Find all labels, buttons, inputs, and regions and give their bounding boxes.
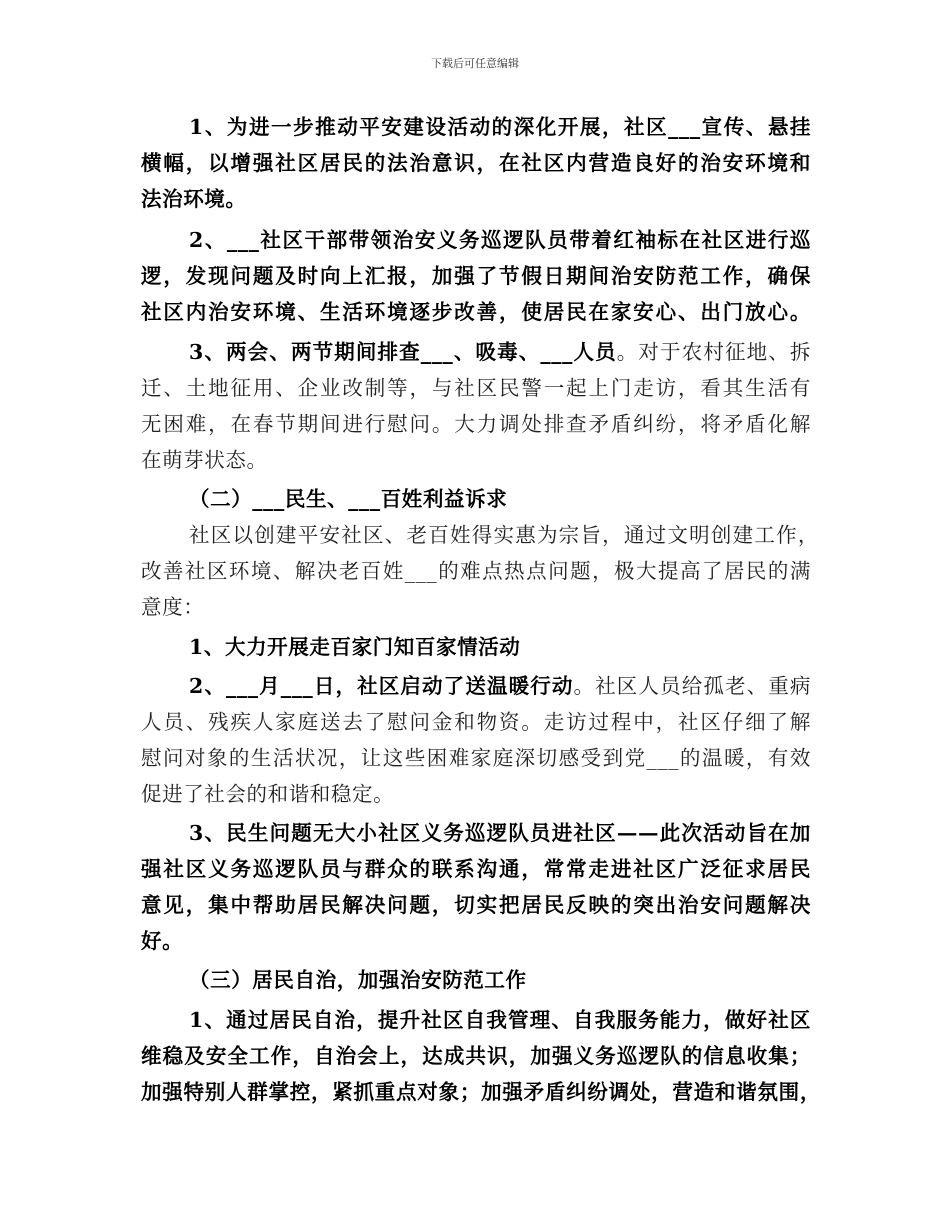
section-heading: （三）居民自治，加强治安防范工作	[189, 968, 527, 992]
paragraph-line: 迁、土地征用、企业改制等，与社区民警一起上门走访，看其生活有	[141, 376, 811, 400]
paragraph-line: 意见，集中帮助居民解决问题，切实把居民反映的突出治安问题解决	[141, 893, 811, 917]
paragraph-line: 强社区义务巡逻队员与群众的联系沟通，常常走进社区广泛征求居民	[141, 857, 811, 881]
paragraph-line	[189, 668, 811, 704]
paragraph-line: 3、民生问题无大小社区义务巡逻队员进社区——此次活动旨在加	[189, 821, 811, 845]
paragraph-line: 在萌芽状态。	[141, 448, 268, 472]
paragraph-line: 1、通过居民自治，提升社区自我管理、自我服务能力，做好社区	[189, 1008, 811, 1032]
paragraph-line: 逻，发现问题及时向上汇报，加强了节假日期间治安防范工作，确保	[141, 264, 811, 288]
paragraph-line	[189, 334, 811, 370]
paragraph-line: 人员、残疾人家庭送去了慰问金和物资。走访过程中，社区仔细了解	[141, 710, 811, 734]
paragraph-line: 2、___社区干部带领治安义务巡逻队员带着红袖标在社区进行巡	[189, 228, 811, 252]
paragraph-line: 加强特别人群掌控，紧抓重点对象；加强矛盾纠纷调处，营造和谐氛围，	[141, 1080, 821, 1104]
normal-segment: 。社区人员给孤老、重病	[573, 674, 811, 698]
paragraph-line: 慰问对象的生活状况，让这些困难家庭深切感受到党___的温暖，有效	[141, 746, 811, 770]
paragraph-line: 社区以创建平安社区、老百姓得实惠为宗旨，通过文明创建工作，	[189, 523, 819, 547]
paragraph-line: 维稳及安全工作，自治会上，达成共识，加强义务巡逻队的信息收集；	[141, 1044, 811, 1068]
section-heading: （二）___民生、___百姓利益诉求	[189, 487, 508, 511]
page-header: 下载后可任意编辑	[431, 57, 519, 70]
list-item-heading: 1、大力开展走百家门知百家情活动	[189, 635, 521, 659]
paragraph-line: 社区内治安环境、生活环境逐步改善，使居民在家安心、出门放心。	[141, 300, 811, 324]
paragraph-line: 意度：	[141, 595, 205, 619]
paragraph-line: 改善社区环境、解决老百姓___的难点热点问题，极大提高了居民的满	[141, 559, 811, 583]
paragraph-line: 横幅，以增强社区居民的法治意识，在社区内营造良好的治安环境和	[141, 151, 811, 175]
bold-segment: 2、___月___日，社区启动了送温暖行动	[189, 674, 574, 698]
bold-segment: 3、两会、两节期间排查___、吸毒、___人员	[189, 340, 617, 364]
paragraph-line: 1、为进一步推动平安建设活动的深化开展，社区___宣传、悬挂	[189, 115, 811, 139]
paragraph-line: 促进了社会的和谐和稳定。	[141, 782, 395, 806]
normal-segment: 。对于农村征地、拆	[616, 340, 811, 364]
paragraph-line: 法治环境。	[141, 187, 247, 211]
paragraph-line: 无困难，在春节期间进行慰问。大力调处排查矛盾纠纷，将矛盾化解	[141, 412, 811, 436]
paragraph-line: 好。	[141, 929, 184, 953]
